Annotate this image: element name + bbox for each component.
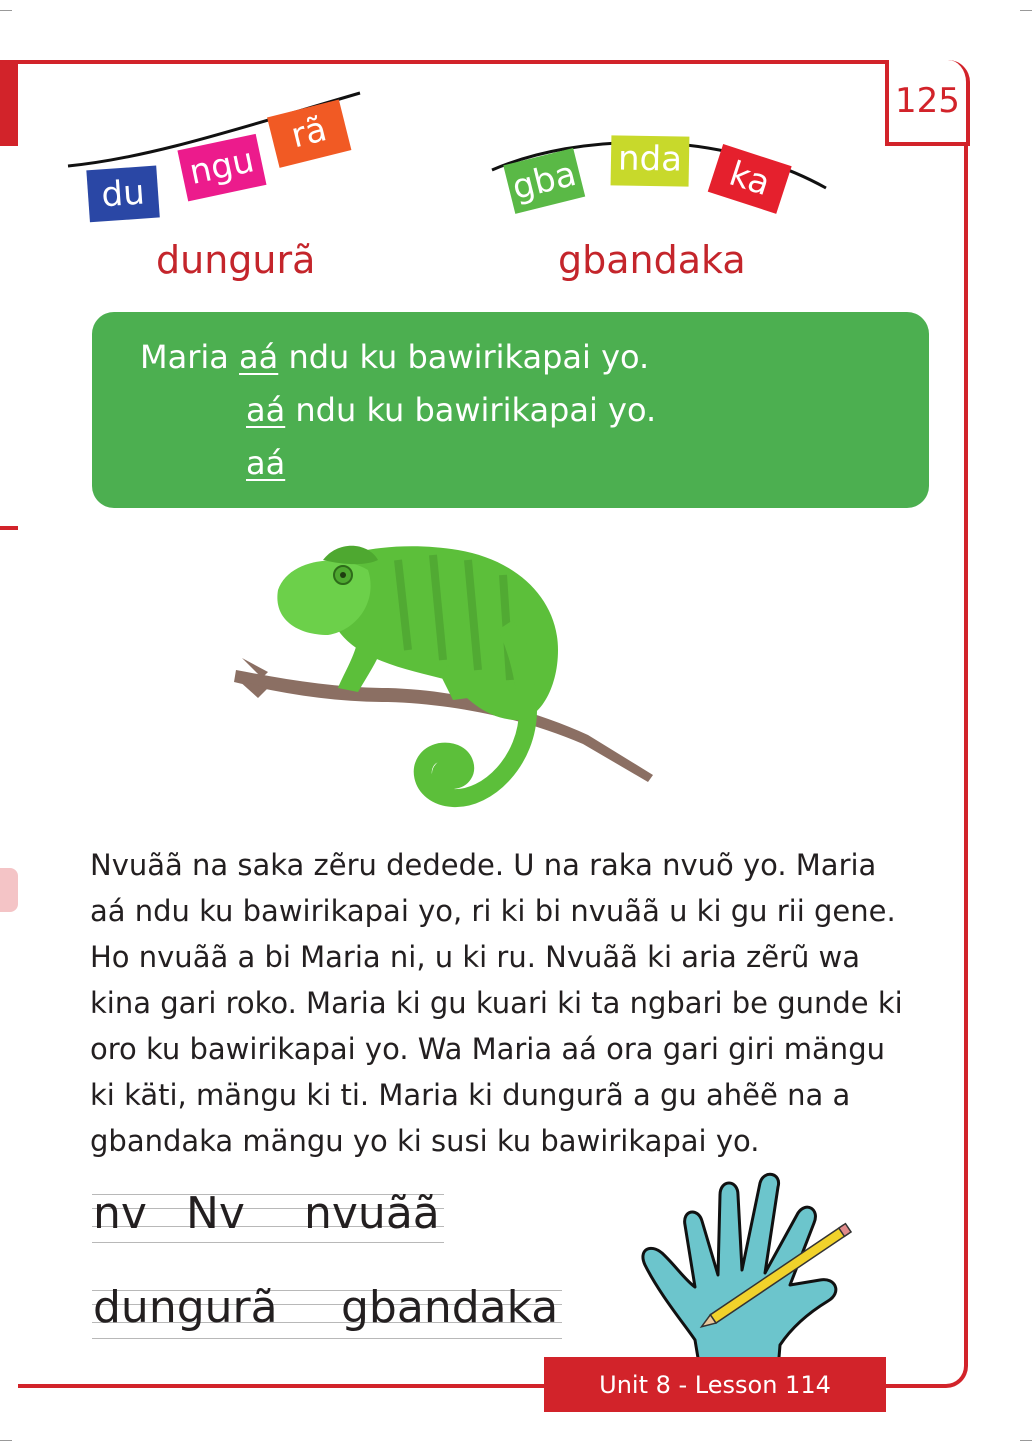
edge-tick	[0, 526, 18, 530]
guide-line	[92, 1242, 444, 1243]
guide-line	[92, 1338, 562, 1339]
writing-practice-word: gbandaka	[341, 1282, 559, 1333]
story-paragraph	[90, 842, 930, 1164]
story-line: Ho nvuãã a bi Maria ni, u ki ru. Nvuãã ki aria zẽrũ wa	[90, 940, 861, 974]
syllable-text: rã	[287, 109, 331, 157]
story-line: aá ndu ku bawirikapai yo, ri ki bi nvuãã u ki gu rii gene.	[90, 894, 896, 928]
story-line: kina gari roko. Maria ki gu kuari ki ta ngbari be gunde ki	[90, 986, 903, 1020]
hand-with-pencil-illustration	[630, 1165, 870, 1375]
writing-practice-word: nvuãã	[304, 1188, 440, 1239]
syllable-text: nda	[617, 138, 683, 180]
syllable-card-2	[177, 134, 266, 201]
syllable-bunting-1	[60, 88, 370, 228]
edge-tab-top	[0, 60, 18, 146]
writing-practice-word: Nv	[186, 1188, 245, 1239]
crop-mark	[0, 10, 12, 11]
syllable-card-3	[267, 100, 351, 168]
sentence-rest: ndu ku bawirikapai yo.	[295, 391, 657, 429]
page-number: 125	[885, 60, 970, 146]
word-label: gbandaka	[558, 238, 746, 282]
crop-mark	[1020, 10, 1032, 11]
syllable-card-2	[611, 135, 690, 186]
syllable-bunting-2	[488, 128, 833, 228]
syllable-card-3	[708, 144, 792, 214]
syllable-text: ngu	[185, 140, 258, 193]
edge-tab-pink	[0, 868, 18, 912]
story-line: gbandaka mängu yo ki susi ku bawirikapai yo.	[90, 1124, 760, 1158]
sentence-rest: ndu ku bawirikapai yo.	[288, 338, 650, 376]
sentence-underlined-word: aá	[246, 444, 286, 482]
sentence-underlined-word: aá	[239, 338, 279, 376]
story-line: oro ku bawirikapai yo. Wa Maria aá ora gari giri mängu	[90, 1032, 885, 1066]
writing-practice-word: dungurã	[93, 1282, 278, 1333]
sentence-line-2	[246, 391, 656, 429]
syllable-card-1	[503, 148, 585, 214]
writing-practice-word: nv	[93, 1188, 147, 1239]
crop-mark	[1020, 1440, 1032, 1441]
chameleon-illustration	[228, 530, 658, 830]
crop-mark	[0, 1440, 12, 1441]
syllable-text: du	[100, 172, 146, 216]
sentence-underlined-word: aá	[246, 391, 286, 429]
syllable-card-1	[86, 166, 159, 223]
word-label: dungurã	[156, 238, 316, 282]
syllable-text: ka	[724, 153, 775, 205]
sentence-line-3	[246, 444, 285, 482]
lesson-footer: Unit 8 - Lesson 114	[544, 1357, 886, 1412]
story-line: Nvuãã na saka zẽru dedede. U na raka nvuõ yo. Maria	[90, 848, 877, 882]
sentence-name: Maria	[140, 338, 229, 376]
story-line: ki käti, mängu ki ti. Maria ki dungurã a gu ahẽẽ na a	[90, 1078, 851, 1112]
syllable-text: gba	[508, 153, 581, 209]
sentence-line-1	[140, 338, 649, 376]
